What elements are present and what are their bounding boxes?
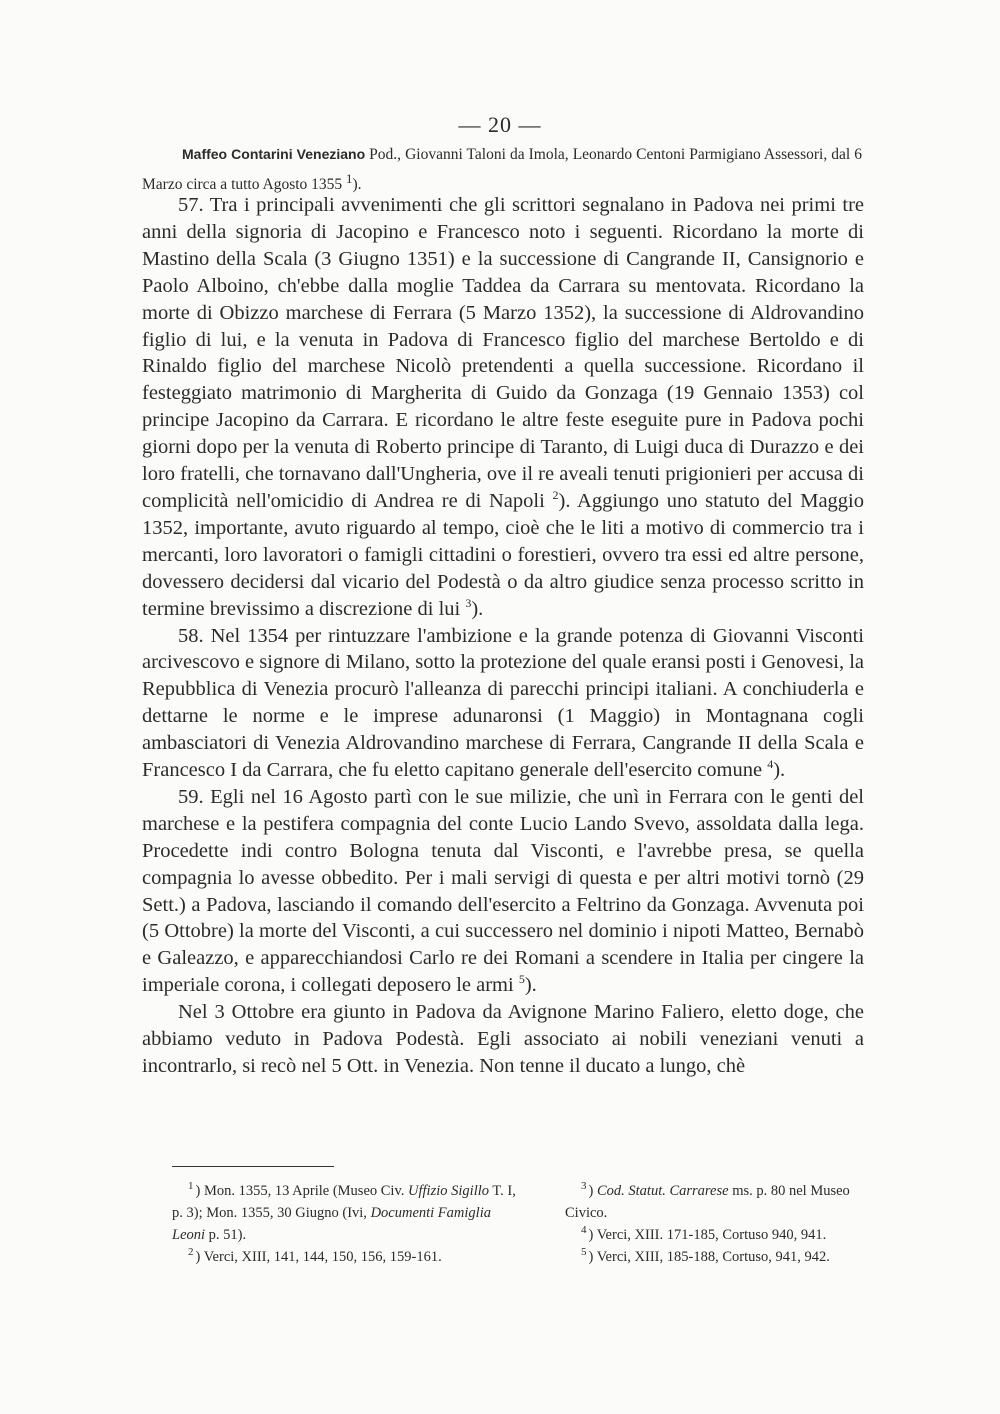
- podesta-entry: [142, 142, 862, 197]
- paragraph-text: 59. Egli nel 16 Agosto partì con le sue milizie, che unì in Ferrara con le genti del marchese e la pestifera compagnia del conte Lucio Lando Svevo, assoldata dalla lega. Procedette indi contro Bologna tenuta dal Visconti, e l'avrebbe presa, se quella compagnia lo avesse obbedito. Per i mali servigi di questa e per altri motivi tornò (29 Sett.) a Padova, lasciando il comando dell'esercito a Feltrino da Gonzaga. Avvenuta poi (5 Ottobre) la morte del Visconti, a cui successero nel dominio i nipoti Matteo, Bernabò e Galeazzo, e apparecchiandosi Carlo re dei Romani a scendere in Italia per cingere la imperiale corona, i collegati deposero le armi: [142, 785, 864, 997]
- footnote-4: [565, 1224, 885, 1246]
- paragraph-text: Nel 3 Ottobre era giunto in Padova da Avignone Marino Faliero, eletto doge, che abbiamo veduto in Padova Podestà. Egli associato ai nobili veneziani venuti a incontrarlo, si recò nel 5 Ott. in Venezia. Non tenne il ducato a lungo, chè: [142, 1001, 864, 1077]
- paragraph-text: ). Aggiungo uno statuto del Maggio 1352, importante, avuto riguardo al tempo, cioè che le liti a motivo di commercio tra i mercanti, loro lavoratori o famigli cittadini o forestieri, ovvero tra essi ed altre persone, dovessero decidersi dal vicario del Podestà o da altro giudice senza processo scritto in termine brevissimo a discrezione di lui: [142, 489, 865, 620]
- note-ref: 1: [346, 171, 353, 186]
- page-number: — 20 —: [458, 112, 542, 137]
- note-ref: 4: [767, 757, 774, 772]
- footnotes-right-column: [565, 1180, 885, 1268]
- close-paren: ).: [471, 597, 484, 620]
- footnote-number: 5: [581, 1246, 587, 1259]
- note-ref: 5: [518, 972, 525, 987]
- footnote-text: T. I, p. 3); Mon. 1355, 30 Giugno (Ivi,: [172, 1183, 516, 1221]
- footnote-text: ) Mon. 1355, 13 Aprile (Museo Civ.: [195, 1183, 409, 1199]
- footnote-text: ms. p. 80 nel Museo Civico.: [565, 1183, 850, 1221]
- footnote-divider: [172, 1166, 334, 1167]
- footnote-number: 1: [188, 1180, 194, 1193]
- paragraph-59: [142, 784, 864, 999]
- main-text: [142, 192, 864, 1080]
- footnote-3: [565, 1180, 885, 1224]
- footnote-title: Documenti Famiglia Leoni: [172, 1205, 491, 1243]
- close-paren: ).: [524, 974, 537, 997]
- podesta-details: Pod., Giovanni Taloni da Imola, Leonardo Centoni Parmigiano Assessori, dal 6 Marzo circa a tutto Agosto 1355: [142, 146, 862, 194]
- paragraph-57: [142, 192, 864, 623]
- paragraph-58: [142, 623, 864, 784]
- footnote-text: ) Verci, XIII. 171-185, Cortuso 940, 941.: [588, 1227, 827, 1243]
- footnote-5: [565, 1246, 885, 1268]
- footnotes-left-column: [172, 1180, 522, 1268]
- note-ref: 2: [552, 488, 559, 503]
- paragraph-faliero: [142, 999, 864, 1080]
- footnote-number: 2: [188, 1246, 194, 1259]
- footnote-title: Uffizio Sigillo: [408, 1183, 489, 1199]
- footnote-number: 3: [581, 1180, 587, 1193]
- footnote-text: ) Verci, XIII, 185-188, Cortuso, 941, 942.: [588, 1249, 830, 1265]
- paragraph-text: 57. Tra i principali avvenimenti che gli scrittori segnalano in Padova nei primi tre anni della signoria di Jacopino e Francesco noto i seguenti. Ricordano la morte di Mastino della Scala (3 Giugno 1351) e la successione di Cangrande II, Cansignorio e Paolo Alboino, ch'ebbe dalla moglie Taddea da Carrara su mentovata. Ricordano la morte di Obizzo marchese di Ferrara (5 Marzo 1352), la successione di Aldrovandino figlio di lui, e la venuta in Padova di Francesco figlio del marchese Bertoldo e di Rinaldo figlio del marchese Nicolò pretendenti a quella successione. Ricordano il festeggiato matrimonio di Margherita di Guido da Gonzaga (19 Gennaio 1353) col principe Jacopino da Carrara. E ricordano le altre feste eseguite pure in Padova pochi giorni dopo per la venuta di Roberto principe di Taranto, di Luigi duca di Durazzo e dei loro fratelli, che tornavano dall'Ungheria, ove il re aveali tenuti prigionieri per accusa di complicità nell'omicidio di Andrea re di Napoli: [142, 194, 864, 512]
- close-paren: ).: [773, 759, 786, 782]
- footnote-text: ) Verci, XIII, 141, 144, 150, 156, 159-161.: [195, 1249, 442, 1265]
- close-paren: ).: [352, 176, 362, 194]
- footnote-title: Cod. Statut. Carrarese: [596, 1183, 729, 1199]
- footnote-number: 4: [581, 1224, 587, 1237]
- footnote-text: ): [588, 1183, 597, 1199]
- podesta-name: Maffeo Contarini Veneziano: [182, 146, 366, 162]
- paragraph-text: 58. Nel 1354 per rintuzzare l'ambizione e la grande potenza di Giovanni Visconti arcivescovo e signore di Milano, sotto la protezione del quale eransi posti i Genovesi, la Repubblica di Venezia procurò l'alleanza di parecchi principi italiani. A conchiuderla e dettarne le norme e le imprese adunaronsi (1 Maggio) in Montagnana cogli ambasciatori di Venezia Aldrovandino marchese di Ferrara, Cangrande II della Scala e Francesco I da Carrara, che fu eletto capitano generale dell'esercito comune: [142, 624, 864, 782]
- note-ref: 3: [465, 595, 472, 610]
- footnote-1: [172, 1180, 522, 1246]
- footnote-2: [172, 1246, 522, 1268]
- footnote-text: p. 51).: [205, 1227, 247, 1243]
